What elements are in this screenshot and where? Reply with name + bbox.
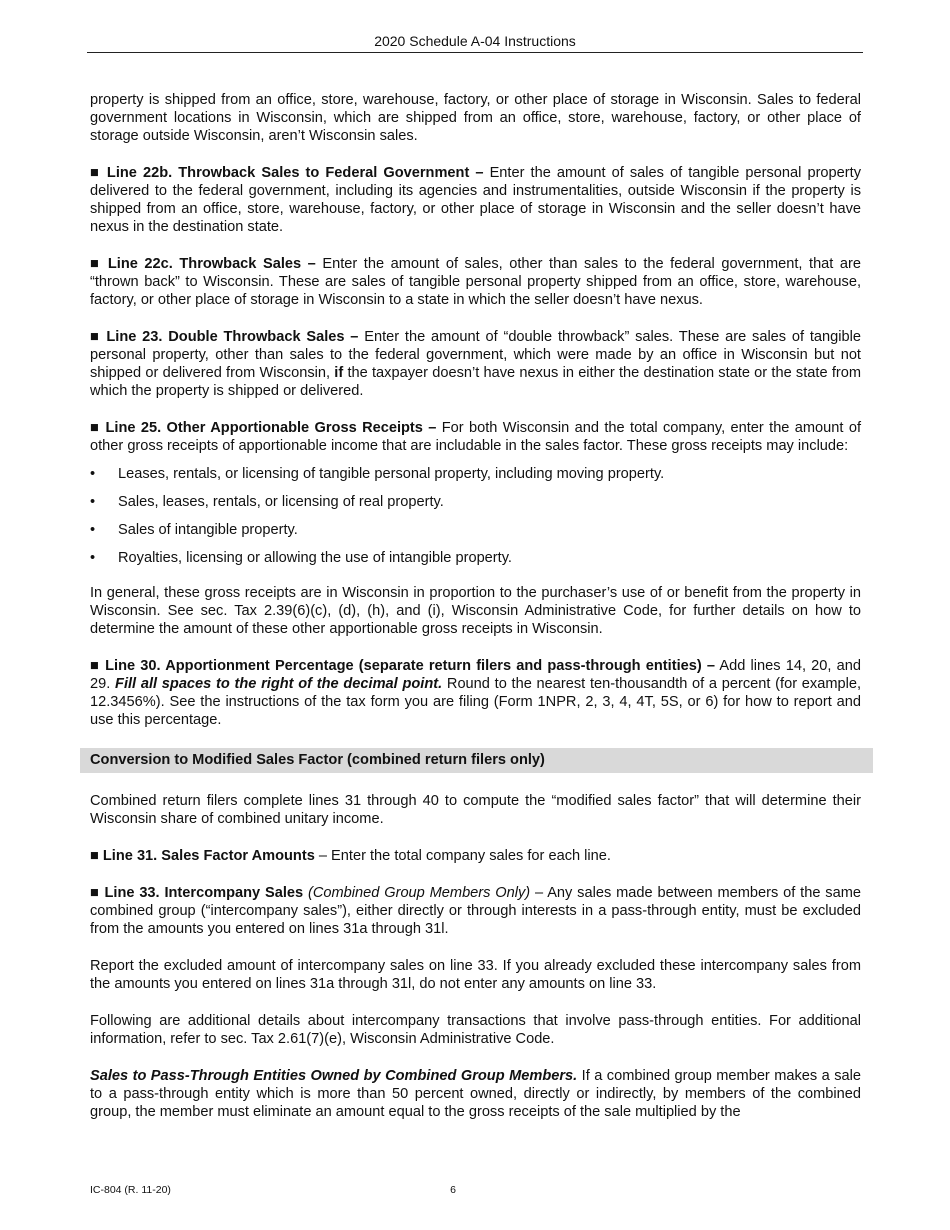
line-25-title: Line 25. Other Apportionable Gross Receipts –	[105, 420, 437, 436]
list-item: • Sales of intangible property.	[90, 522, 298, 538]
line-25-general-paragraph: In general, these gross receipts are in Wisconsin in proportion to the purchaser’s use of or benefit from the property in Wisconsin. See sec. Tax 2.39(6)(c), (d), (h), and (i), Wisconsin Administrative Code, for further details on how to determine the amount of these other apportionable gross receipts in Wisconsin.	[90, 585, 861, 637]
list-item: • Sales, leases, rentals, or licensing of real property.	[90, 494, 444, 510]
line-22b-title: Line 22b. Throwback Sales to Federal Government –	[106, 165, 484, 181]
square-bullet: ■	[90, 329, 101, 345]
line-30-paragraph	[90, 657, 861, 729]
square-bullet: ■	[90, 256, 102, 272]
line-23-bold-word: if	[334, 365, 344, 381]
line-33-qualifier: (Combined Group Members Only)	[308, 885, 531, 901]
pass-through-text: If a combined group member makes a sale to a pass-through entity which is more than 50 percent owned, directly or indirectly, by members of the combined group, the member must eliminate an amount equal to the gross receipts of the sale multiplied by the	[90, 1068, 861, 1120]
line-25-text: For both Wisconsin and the total company, enter the amount of other gross receipts of apportionable income that are includable in the sales factor. These gross receipts may include:	[90, 420, 861, 454]
line-31-paragraph	[90, 847, 861, 865]
line-30-text-b: Round to the nearest ten-thousandth of a percent (for example, 12.3456%). See the instructions of the tax form you are filing (Form 1NPR, 2, 3, 4, 4T, 5S, or 6) for how to report and use this percentage.	[90, 676, 862, 728]
line-33-report-paragraph: Report the excluded amount of intercompany sales on line 33. If you already excluded these intercompany sales from the amounts you entered on lines 31a through 31l, do not enter any amounts on line 33.	[90, 958, 861, 992]
line-33-paragraph	[90, 884, 861, 938]
line-33-title: Line 33. Intercompany Sales	[104, 885, 304, 901]
line-22c-title: Line 22c. Throwback Sales –	[107, 256, 316, 272]
pass-through-paragraph	[90, 1067, 861, 1121]
line-25-paragraph	[90, 419, 861, 455]
footer-form-id: IC-804 (R. 11-20)	[90, 1184, 171, 1196]
line-31-text: – Enter the total company sales for each line.	[318, 848, 611, 864]
line-23-title: Line 23. Double Throwback Sales –	[106, 329, 359, 345]
document-body	[90, 91, 861, 1140]
line-31-title: Line 31. Sales Factor Amounts	[102, 848, 315, 864]
square-bullet: ■	[90, 885, 100, 901]
footer-page-number: 6	[450, 1184, 456, 1196]
line-33-text: – Any sales made between members of the same combined group (“intercompany sales”), either directly or through interests in a pass-through entity, must be excluded from the amounts you entered on lines 31a through 31l.	[90, 885, 861, 937]
square-bullet: ■	[90, 658, 100, 674]
section-heading: Conversion to Modified Sales Factor (combined return filers only)	[80, 748, 873, 773]
square-bullet: ■	[90, 848, 99, 864]
line-22c-paragraph	[90, 255, 861, 309]
combined-intro-paragraph: Combined return filers complete lines 31 through 40 to compute the “modified sales factor” that will determine their Wisconsin share of combined unitary income.	[90, 793, 861, 827]
square-bullet: ■	[90, 165, 101, 181]
page-header: 2020 Schedule A-04 Instructions	[87, 33, 863, 53]
intro-paragraph: property is shipped from an office, store, warehouse, factory, or other place of storage in Wisconsin. Sales to federal government locations in Wisconsin, which are shipped from an office, store, warehouse, factory, or other place of storage outside Wisconsin, aren’t Wisconsin sales.	[90, 92, 861, 144]
line-23-text-a: Enter the amount of “double throwback” sales. These are sales of tangible personal property, other than sales to the federal government, which were made by an office in Wisconsin but not shipped or delivered from Wisconsin,	[90, 329, 861, 381]
list-item: • Leases, rentals, or licensing of tangible personal property, including moving property.	[90, 466, 665, 482]
square-bullet: ■	[90, 420, 101, 436]
pass-through-title: Sales to Pass-Through Entities Owned by Combined Group Members.	[90, 1068, 578, 1084]
line-30-text-a: Add lines 14, 20, and 29.	[90, 658, 861, 692]
line-33-following-paragraph: Following are additional details about intercompany transactions that involve pass-through entities. For additional information, refer to sec. Tax 2.61(7)(e), Wisconsin Administrative Code.	[90, 1013, 861, 1047]
line-23-paragraph	[90, 328, 861, 400]
line-30-emphasis: Fill all spaces to the right of the decimal point.	[115, 676, 443, 692]
line-23-text-b: the taxpayer doesn’t have nexus in either the destination state or the state from which the property is shipped or delivered.	[90, 365, 862, 399]
list-bullet: •	[90, 550, 96, 566]
line-30-title: Line 30. Apportionment Percentage (separate return filers and pass-through entities) –	[105, 658, 716, 674]
list-bullet: •	[90, 494, 96, 510]
list-bullet: •	[90, 466, 96, 482]
list-bullet: •	[90, 522, 96, 538]
line-22b-paragraph	[90, 164, 861, 236]
line-22b-text: Enter the amount of sales of tangible personal property delivered to the federal government, including its agencies and instrumentalities, outside Wisconsin if the property is shipped from an office, store, warehouse, factory, or other place of storage in Wisconsin and the seller doesn’t have nexus in the destination state.	[90, 165, 861, 235]
line-22c-text: Enter the amount of sales, other than sales to the federal government, that are “thrown back” to Wisconsin. These are sales of tangible personal property shipped from an office, store, warehouse, factory, or other place of storage in Wisconsin to a state in which the seller doesn’t have nexus.	[90, 256, 861, 308]
list-item: • Royalties, licensing or allowing the use of intangible property.	[90, 550, 512, 566]
line-25-receipts-list	[90, 465, 861, 567]
